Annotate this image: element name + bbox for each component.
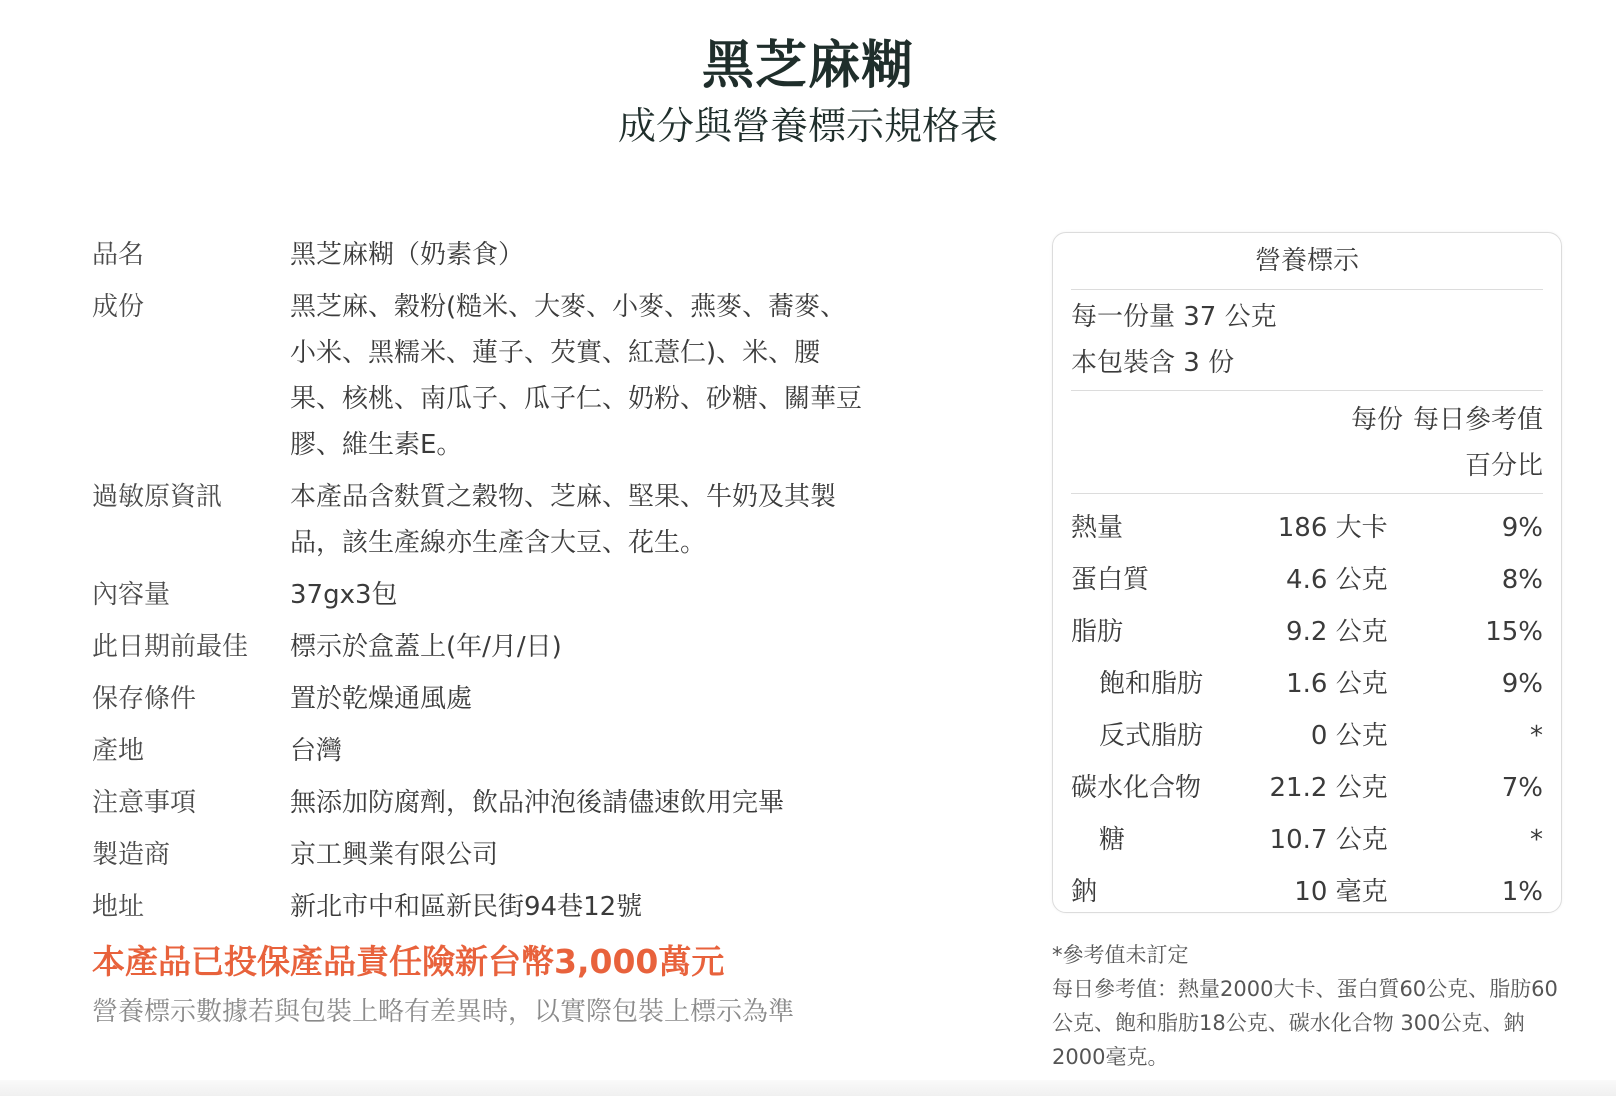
nutrient-row [1071, 866, 1543, 918]
spec-label: 地址 [92, 892, 145, 922]
nutrient-row [1071, 606, 1543, 658]
nutrient-daily-pct: * [1530, 721, 1543, 751]
spec-value: 台灣 [290, 736, 343, 766]
page-header [0, 34, 1616, 152]
nutrient-amount: 10.7 公克 [1269, 825, 1388, 855]
spec-label: 內容量 [92, 580, 171, 610]
nutrient-name: 蛋白質 [1071, 565, 1150, 595]
spec-row [92, 884, 872, 930]
spec-label: 注意事項 [92, 788, 197, 818]
product-title: 黑芝麻糊 [701, 36, 914, 96]
spec-row [92, 832, 872, 878]
nutrient-name: 糖 [1099, 825, 1126, 855]
nutrient-name: 鈉 [1071, 877, 1098, 907]
spec-row [92, 572, 872, 618]
label-disclaimer: 營養標示數據若與包裝上略有差異時，以實際包裝上標示為準 [92, 997, 795, 1027]
nutrient-row [1071, 762, 1543, 814]
nutrition-rows [1071, 494, 1543, 918]
nutrient-amount: 10 毫克 [1294, 877, 1388, 907]
nutrient-row [1071, 554, 1543, 606]
spec-label: 成份 [92, 292, 145, 322]
spec-value: 新北市中和區新民街94巷12號 [290, 892, 643, 922]
nutrition-column-header [1071, 391, 1543, 494]
spec-row [92, 624, 872, 670]
nutrient-row [1071, 502, 1543, 554]
servings-per-pack: 本包裝含 3 份 [1071, 348, 1235, 378]
spec-label: 品名 [92, 240, 145, 270]
nutrition-title: 營養標示 [1071, 233, 1543, 290]
nutrient-name: 飽和脂肪 [1099, 669, 1204, 699]
nutrient-daily-pct: * [1530, 825, 1543, 855]
spec-row [92, 728, 872, 774]
nutrient-row [1071, 814, 1543, 866]
nutrient-daily-pct: 7% [1501, 773, 1543, 803]
nutrition-facts-panel [1052, 232, 1562, 913]
footnote-daily-reference: 每日參考值：熱量2000大卡、蛋白質60公克、脂肪60公克、飽和脂肪18公克、碳水化合物 300公克、鈉2000毫克。 [1052, 977, 1558, 1069]
serving-info [1071, 290, 1543, 391]
spec-label: 過敏原資訊 [92, 482, 223, 512]
nutrient-row [1071, 710, 1543, 762]
spec-row [92, 780, 872, 826]
nutrient-daily-pct: 8% [1501, 565, 1543, 595]
spec-label: 此日期前最佳 [92, 632, 249, 662]
nutrient-name: 脂肪 [1071, 617, 1124, 647]
nutrient-daily-pct: 9% [1501, 513, 1543, 543]
nutrient-amount: 1.6 公克 [1286, 669, 1388, 699]
spec-label: 保存條件 [92, 684, 197, 714]
nutrient-name: 反式脂肪 [1099, 721, 1204, 751]
nutrient-daily-pct: 9% [1501, 669, 1543, 699]
spec-value: 黑芝麻糊（奶素食） [290, 240, 525, 270]
col-daily-value: 每日參考值百分比 [1412, 405, 1543, 481]
spec-row [92, 232, 872, 278]
nutrition-footnote [1052, 938, 1562, 1074]
spec-row [92, 474, 872, 566]
spec-label: 產地 [92, 736, 145, 766]
spec-value: 京工興業有限公司 [290, 840, 499, 870]
nutrient-row [1071, 658, 1543, 710]
nutrient-daily-pct: 1% [1501, 877, 1543, 907]
spec-value: 37gx3包 [290, 580, 398, 610]
bottom-divider [0, 1080, 1616, 1096]
nutrient-name: 熱量 [1071, 513, 1124, 543]
col-per-serving: 每份 [1350, 405, 1403, 435]
spec-label: 製造商 [92, 840, 171, 870]
nutrient-amount: 4.6 公克 [1286, 565, 1388, 595]
insurance-notice: 本產品已投保產品責任險新台幣3,000萬元 [92, 942, 725, 981]
spec-table [92, 232, 872, 936]
nutrient-amount: 186 大卡 [1277, 513, 1388, 543]
spec-value: 黑芝麻、穀粉(糙米、大麥、小麥、燕麥、蕎麥、小米、黑糯米、蓮子、芡實、紅薏仁)、米、腰果、核桃、南瓜子、瓜子仁、奶粉、砂糖、關華豆膠、維生素E。 [290, 292, 863, 460]
nutrient-daily-pct: 15% [1485, 617, 1543, 647]
spec-value: 本產品含麩質之穀物、芝麻、堅果、牛奶及其製品，該生產線亦生產含大豆、花生。 [290, 482, 837, 558]
footnote-undefined: *參考值未訂定 [1052, 943, 1189, 967]
nutrient-amount: 9.2 公克 [1286, 617, 1388, 647]
spec-value: 無添加防腐劑，飲品沖泡後請儘速飲用完畢 [290, 788, 785, 818]
spec-value: 標示於盒蓋上(年/月/日) [290, 632, 562, 662]
page-subtitle: 成分與營養標示規格表 [617, 104, 998, 148]
nutrient-amount: 21.2 公克 [1269, 773, 1388, 803]
spec-row [92, 676, 872, 722]
nutrient-name: 碳水化合物 [1071, 773, 1202, 803]
spec-value: 置於乾燥通風處 [290, 684, 473, 714]
spec-row [92, 284, 872, 468]
nutrient-amount: 0 公克 [1310, 721, 1388, 751]
serving-size: 每一份量 37 公克 [1071, 302, 1277, 332]
